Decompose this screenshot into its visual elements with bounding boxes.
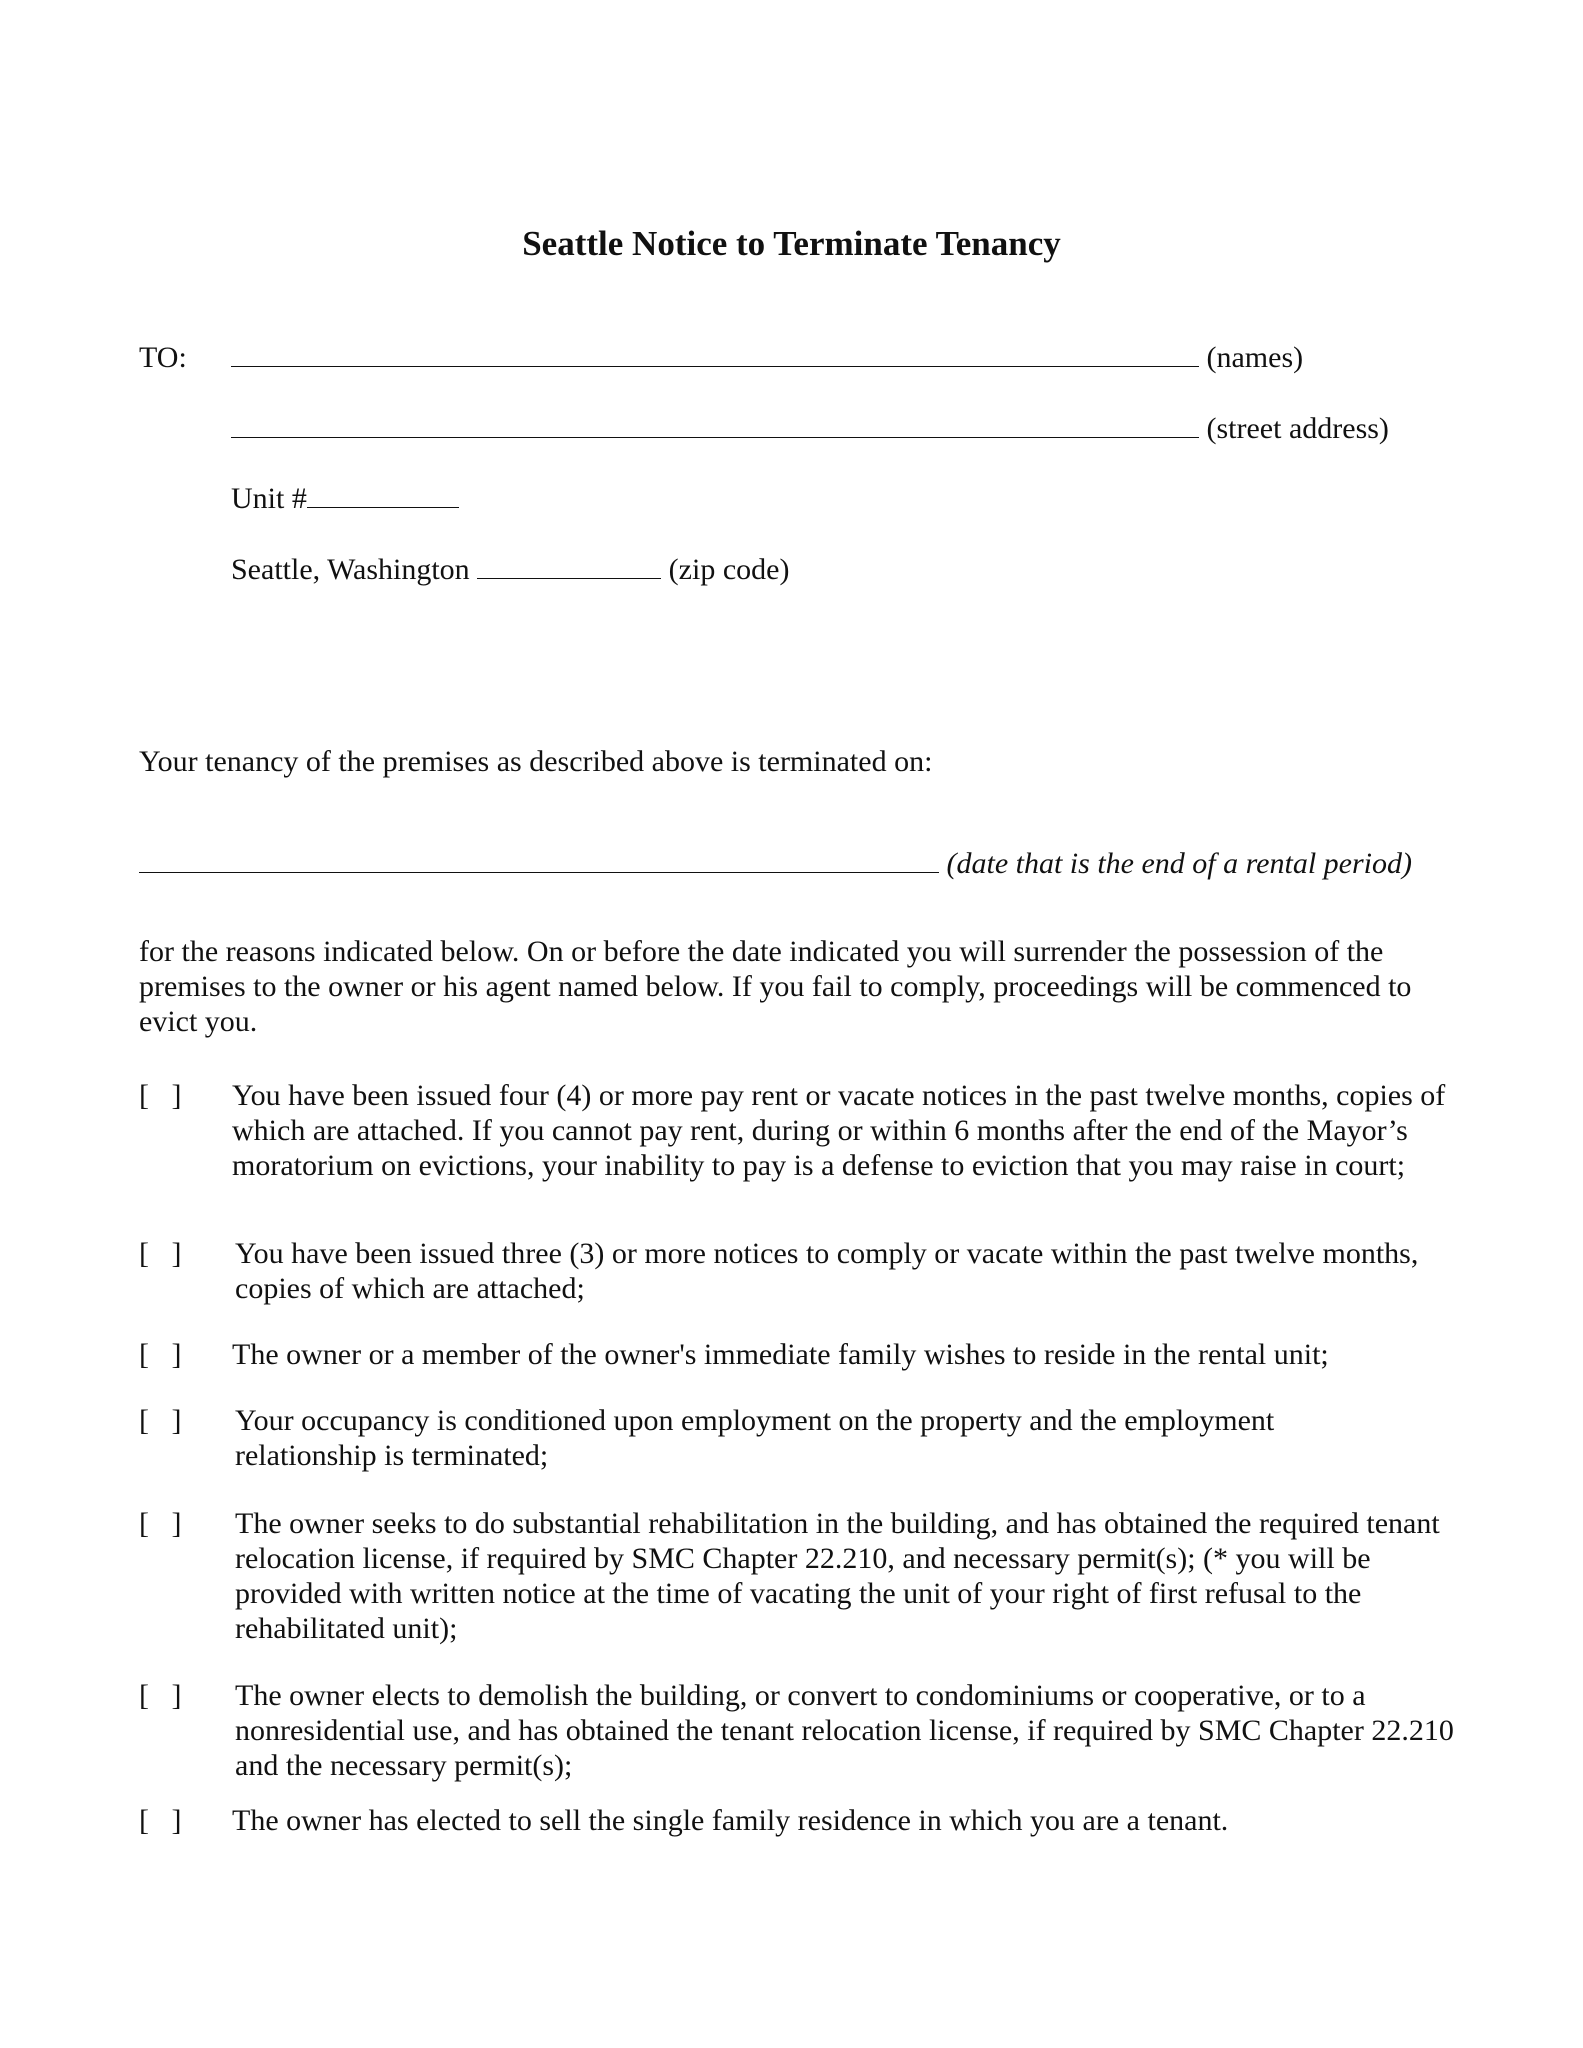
zip-blank[interactable] xyxy=(477,552,661,579)
reason-checkbox[interactable]: [ ] xyxy=(139,1804,182,1837)
reason-checkbox[interactable]: [ ] xyxy=(139,1237,182,1270)
city-label: Seattle, Washington xyxy=(231,553,470,586)
reason-checkbox[interactable]: [ ] xyxy=(139,1507,182,1540)
reason-checkbox[interactable]: [ ] xyxy=(139,1404,182,1437)
street-blank[interactable] xyxy=(231,411,1199,438)
reason-text: The owner has elected to sell the single family residence in which you are a tenant. xyxy=(232,1804,1229,1837)
names-line xyxy=(231,340,1303,376)
reason-text: You have been issued three (3) or more notices to comply or vacate within the past twelve months, copies of which are attached; xyxy=(235,1237,1419,1305)
reason-checkbox[interactable]: [ ] xyxy=(139,1338,182,1371)
unit-line xyxy=(231,481,459,517)
reason-text: You have been issued four (4) or more pay rent or vacate notices in the past twelve months, copies of which are attached. If you cannot pay rent, during or within 6 months after the end of the Mayor’s moratorium on evictions, your inability to pay is a defense to eviction that you may raise in court; xyxy=(232,1079,1446,1182)
reasons-paragraph: for the reasons indicated below. On or before the date indicated you will surrender the possession of the premises to the owner or his agent named below. If you fail to comply, proceedings will be commenced to evict you. xyxy=(139,935,1412,1038)
reason-text: Your occupancy is conditioned upon employment on the property and the employment relationship is terminated; xyxy=(235,1404,1275,1472)
unit-label: Unit # xyxy=(231,482,307,515)
street-line xyxy=(231,411,1389,447)
city-line xyxy=(231,552,789,588)
street-label: (street address) xyxy=(1206,412,1389,445)
names-blank[interactable] xyxy=(231,340,1199,367)
reason-text: The owner or a member of the owner's immediate family wishes to reside in the rental unit; xyxy=(232,1338,1329,1371)
to-label: TO: xyxy=(139,341,187,374)
reason-text: The owner seeks to do substantial rehabilitation in the building, and has obtained the required tenant relocation license, if required by SMC Chapter 22.210, and necessary permit(s); (* you will be provided with written notice at the time of vacating the unit of your right of first refusal to the rehabilitated unit); xyxy=(235,1507,1440,1645)
terminated-text: Your tenancy of the premises as described above is terminated on: xyxy=(139,745,933,778)
reason-checkbox[interactable]: [ ] xyxy=(139,1679,182,1712)
document-title: Seattle Notice to Terminate Tenancy xyxy=(522,224,1061,263)
zip-label: (zip code) xyxy=(668,553,790,586)
date-line xyxy=(139,846,1412,882)
names-label: (names) xyxy=(1206,341,1304,374)
unit-blank[interactable] xyxy=(307,481,459,508)
reason-checkbox[interactable]: [ ] xyxy=(139,1079,182,1112)
date-blank[interactable] xyxy=(139,846,939,873)
date-label: (date that is the end of a rental period) xyxy=(946,847,1412,880)
reason-text: The owner elects to demolish the building, or convert to condominiums or cooperative, or to a nonresidential use, and has obtained the tenant relocation license, if required by SMC Chapter 22.210 and the necessary permit(s); xyxy=(235,1679,1454,1782)
